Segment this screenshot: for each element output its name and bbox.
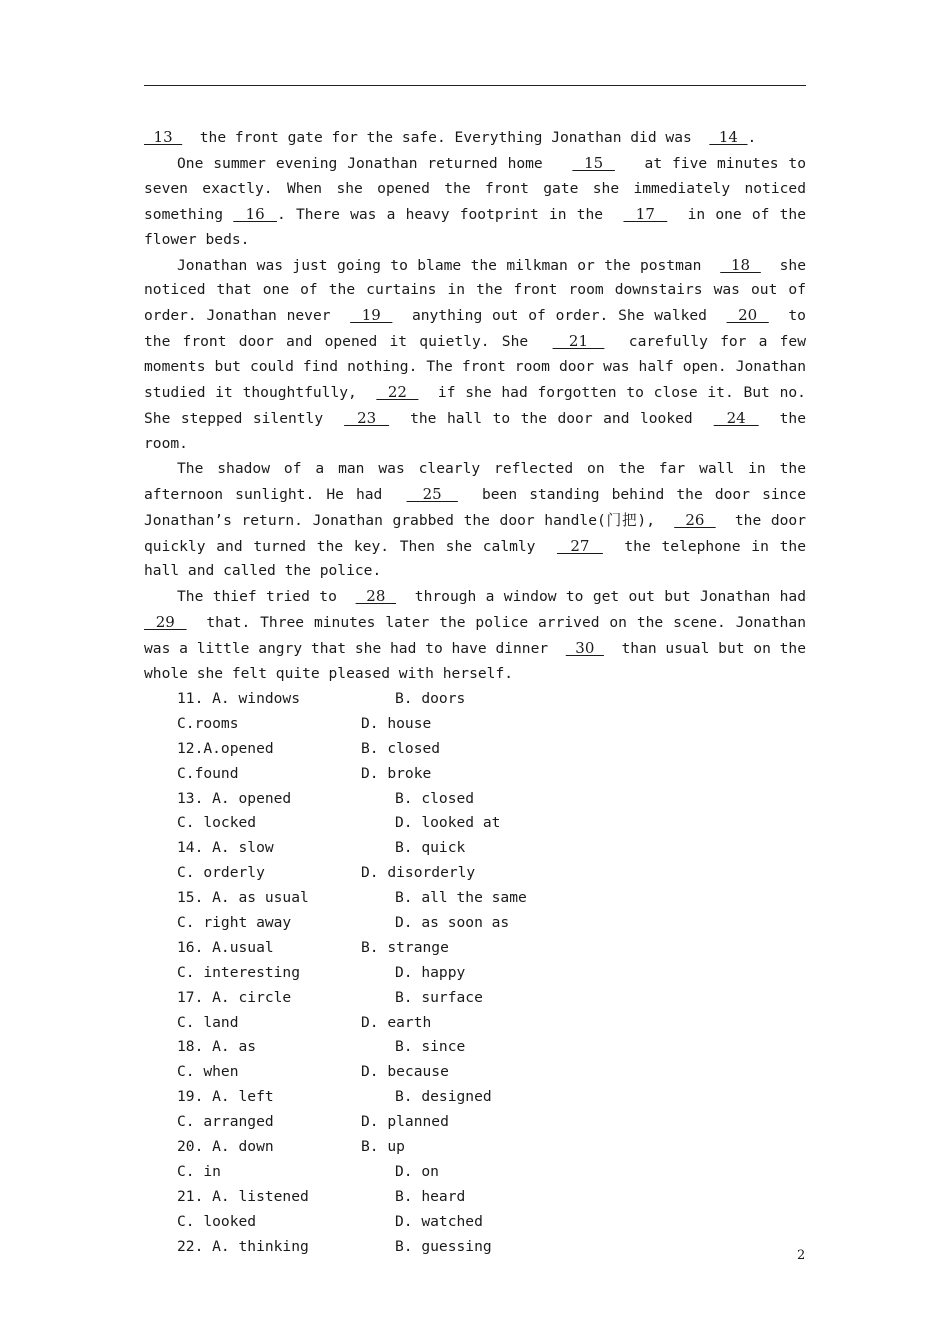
- option-right: D. house: [361, 714, 432, 732]
- option-right: D. as soon as: [395, 913, 510, 931]
- option-left: 19. A. left: [177, 1088, 274, 1106]
- passage-text: through a window to get out but Jonathan had: [396, 588, 815, 606]
- option-left: 22. A. thinking: [177, 1237, 309, 1255]
- option-right: B. closed: [395, 789, 475, 807]
- answer-blank: 20: [726, 306, 769, 325]
- option-row: [144, 762, 806, 787]
- option-left: C. land: [177, 1013, 239, 1031]
- passage-text: that. Three minutes later the police arrived on the scene. Jonathan was a little angry that she had to have dinner: [144, 614, 815, 658]
- answer-blank: 27: [556, 536, 603, 555]
- passage-text: if she had forgotten to close it. But no. She stepped silently: [144, 384, 815, 427]
- option-row: [144, 936, 806, 961]
- option-row: [144, 1035, 806, 1060]
- answer-blank: 23: [344, 408, 390, 427]
- option-right: D. broke: [361, 764, 432, 782]
- option-left: 15. A. as usual: [177, 889, 309, 907]
- passage-paragraph: [144, 151, 815, 253]
- option-left: 14. A. slow: [177, 839, 274, 857]
- option-left: C. right away: [177, 913, 292, 931]
- option-row: [144, 961, 806, 986]
- passage-text: the hall to the door and looked: [389, 409, 714, 427]
- passage-paragraph: [144, 584, 815, 687]
- passage-text: the room.: [144, 409, 815, 452]
- option-left: 20. A. down: [177, 1137, 274, 1155]
- answer-blank: 21: [552, 332, 605, 351]
- option-row: [144, 911, 806, 936]
- option-row: [144, 836, 806, 861]
- answer-blank: 24: [713, 408, 759, 427]
- passage-text: carefully for a few moments but could find nothing. The front room door was half open. Jonathan studied it thoughtfully,: [144, 333, 815, 402]
- option-right: B. surface: [395, 988, 483, 1006]
- option-right: B. since: [395, 1038, 466, 1056]
- passage-text: the telephone in the hall and called the police.: [144, 537, 815, 580]
- answer-blank: 16: [233, 204, 278, 223]
- option-row: [144, 712, 806, 737]
- option-right: B. heard: [395, 1187, 466, 1205]
- option-row: [144, 1060, 806, 1085]
- option-left: C. orderly: [177, 864, 265, 882]
- passage-text: .: [747, 129, 757, 146]
- passage-text: been standing behind the door since Jonathan’s return. Jonathan grabbed the door handle(门把),: [144, 485, 815, 529]
- option-row: [144, 1185, 806, 1210]
- option-left: 13. A. opened: [177, 789, 292, 807]
- option-left: 18. A. as: [177, 1038, 257, 1056]
- passage-text: The thief tried to: [177, 588, 356, 606]
- cloze-passage: [144, 125, 815, 1259]
- option-left: C.rooms: [177, 714, 239, 732]
- passage-text: than usual but on the whole she felt quite pleased with herself.: [144, 640, 815, 683]
- answer-blank: 18: [720, 255, 761, 274]
- option-row: [144, 886, 806, 911]
- option-right: B. up: [361, 1137, 405, 1155]
- passage-paragraph: [144, 125, 806, 151]
- answer-options: [144, 687, 806, 1259]
- passage-paragraph: [144, 253, 815, 457]
- passage-text: at five minutes to seven exactly. When she opened the front gate she immediately noticed something: [144, 154, 815, 223]
- option-right: B. closed: [361, 739, 441, 757]
- option-row: [144, 811, 806, 836]
- option-row: [144, 1210, 806, 1235]
- option-row: [144, 687, 806, 712]
- option-right: D. on: [395, 1162, 439, 1180]
- header-rule: [144, 85, 806, 86]
- option-right: D. looked at: [395, 814, 501, 832]
- option-row: [144, 1160, 806, 1185]
- passage-text: the door quickly and turned the key. Then she calmly: [144, 511, 815, 555]
- option-left: 17. A. circle: [177, 988, 292, 1006]
- passage-text: she noticed that one of the curtains in the front room downstairs was out of order. Jonathan never: [144, 256, 815, 325]
- option-right: B. guessing: [395, 1237, 492, 1255]
- option-left: C. looked: [177, 1212, 257, 1230]
- option-row: [144, 787, 806, 812]
- answer-blank: 13: [144, 128, 183, 146]
- passage-text: . There was a heavy footprint in the: [277, 205, 624, 223]
- answer-blank: 14: [709, 128, 748, 146]
- answer-blank: 30: [565, 639, 604, 658]
- option-right: B. designed: [395, 1088, 492, 1106]
- option-row: [144, 737, 806, 762]
- answer-blank: 22: [376, 383, 419, 402]
- passage-text: One summer evening Jonathan returned home: [177, 154, 573, 172]
- option-left: C. in: [177, 1162, 221, 1180]
- option-left: 12.A.opened: [177, 739, 274, 757]
- option-left: C. when: [177, 1063, 239, 1081]
- option-row: [144, 861, 806, 886]
- answer-blank: 15: [572, 153, 615, 172]
- answer-blank: 25: [406, 484, 458, 503]
- option-row: [144, 1135, 806, 1160]
- option-left: C. interesting: [177, 963, 301, 981]
- option-left: C. locked: [177, 814, 257, 832]
- option-left: 16. A.usual: [177, 938, 274, 956]
- option-row: [144, 1085, 806, 1110]
- option-row: [144, 1011, 806, 1036]
- passage-paragraph: [144, 457, 815, 585]
- answer-blank: 28: [355, 587, 397, 606]
- option-row: [144, 1235, 806, 1260]
- passage-text: anything out of order. She walked: [392, 307, 727, 325]
- passage-text: to the front door and opened it quietly. She: [144, 307, 815, 351]
- option-right: B. strange: [361, 938, 449, 956]
- option-right: D. happy: [395, 963, 466, 981]
- option-row: [144, 986, 806, 1011]
- option-left: C. arranged: [177, 1113, 274, 1131]
- option-right: B. doors: [395, 689, 466, 707]
- option-right: D. watched: [395, 1212, 483, 1230]
- answer-blank: 17: [623, 204, 668, 223]
- passage-text: the front gate for the safe. Everything Jonathan did was: [182, 129, 710, 146]
- option-left: 11. A. windows: [177, 689, 301, 707]
- passage-text: Jonathan was just going to blame the milkman or the postman: [177, 256, 721, 274]
- option-right: D. disorderly: [361, 864, 476, 882]
- answer-blank: 19: [350, 306, 393, 325]
- passage-text: in one of the flower beds.: [144, 205, 815, 248]
- option-right: D. planned: [361, 1113, 449, 1131]
- passage-text: The shadow of a man was clearly reflected on the far wall in the afternoon sunlight. He had: [144, 459, 815, 503]
- option-right: D. earth: [361, 1013, 432, 1031]
- option-left: C.found: [177, 764, 239, 782]
- passage-paragraphs: [144, 125, 815, 687]
- answer-blank: 26: [674, 510, 716, 529]
- option-right: B. all the same: [395, 889, 527, 907]
- option-right: D. because: [361, 1063, 449, 1081]
- option-left: 21. A. listened: [177, 1187, 309, 1205]
- option-row: [144, 1110, 806, 1135]
- option-right: B. quick: [395, 839, 466, 857]
- page-number: 2: [797, 1248, 806, 1263]
- answer-blank: 29: [144, 613, 187, 632]
